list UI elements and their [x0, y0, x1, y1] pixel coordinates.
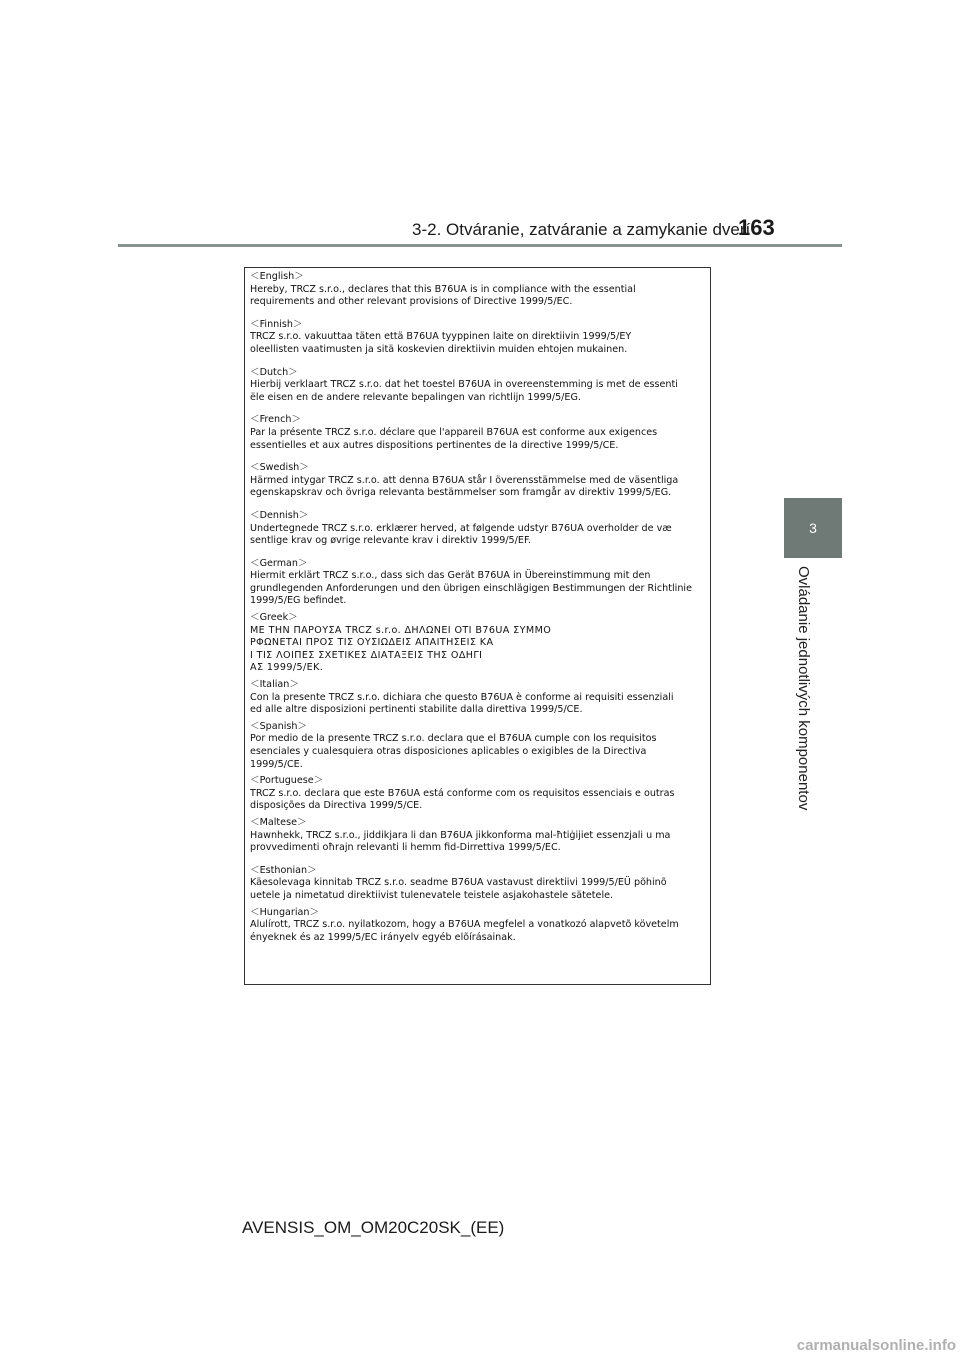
- declaration-label: ＜Maltese＞: [250, 816, 307, 828]
- declaration-text: Por medio de la presente TRCZ s.r.o. declara que el B76UA cumple con los requisitos esenciales y cualesquiera otras disposiciones aplicables o exigibles de la Directiva 1999/5/CE.: [250, 733, 657, 770]
- declaration-finnish: [250, 319, 707, 357]
- declaration-danish: [250, 510, 707, 548]
- declaration-spanish: [250, 721, 707, 771]
- declaration-label: ＜French＞: [250, 414, 302, 426]
- header-rule: [118, 244, 842, 247]
- declaration-label: ＜Finnish＞: [250, 318, 303, 330]
- declaration-text: Härmed intygar TRCZ s.r.o. att denna B76UA står I överensstämmelse med de väsentliga egenskapskrav och övriga relevanta bestämmelser som framgår av direktiv 1999/5/EG.: [250, 474, 679, 499]
- declaration-text: Hawnhekk, TRCZ s.r.o., jiddikjara li dan B76UA jikkonforma mal-ħtiġijiet essenzjali u ma provvedimenti oħrajn relevanti li hemm fid-Dirrettiva 1999/5/EC.: [250, 829, 671, 854]
- declaration-text: Undertegnede TRCZ s.r.o. erklærer herved, at følgende udstyr B76UA overholder de væ sentlige krav og øvrige relevante krav i direktiv 1999/5/EF.: [250, 522, 672, 547]
- declaration-label: ＜Portuguese＞: [250, 775, 324, 787]
- chapter-tab: [784, 498, 842, 558]
- declaration-text: TRCZ s.r.o. declara que este B76UA está conforme com os requisitos essenciais e outras disposições da Directiva 1999/5/CE.: [250, 787, 675, 812]
- declaration-portuguese: [250, 775, 707, 813]
- declaration-french: [250, 414, 707, 452]
- header-section-title: 3-2. Otváranie, zatváranie a zamykanie dverí: [412, 220, 751, 239]
- declaration-text: ΜΕ ΤΗΝ ΠΑΡΟΥΣΑ TRCZ s.r.o. ΔΗΛΩΝΕΙ ΟΤΙ B76UA ΣΥΜΜΟ ΡΦΩΝΕΤΑΙ ΠΡΟΣ ΤΙΣ ΟΥΣΙΩΔΕΙΣ ΑΠΑΙΤΗΣΕΙΣ ΚΑ Ι ΤΙΣ ΛΟΙΠΕΣ ΣΧΕΤΙΚΕΣ ΔΙΑΤΑΞΕΙΣ ΤΗΣ ΟΔΗΓΙ ΑΣ 1999/5/EK.: [250, 624, 552, 674]
- declaration-label: ＜Greek＞: [250, 612, 298, 624]
- declaration-text: Hierbij verklaart TRCZ s.r.o. dat het toestel B76UA in overeenstemming is met de essenti ële eisen en de andere relevante bepalingen van richtlijn 1999/5/EG.: [250, 379, 678, 403]
- declaration-text: Alulírott, TRCZ s.r.o. nyilatkozom, hogy a B76UA megfelel a vonatkozó alapvetõ követelm ényeknek és az 1999/5/EC irányelv egyéb elõírásainak.: [250, 919, 679, 943]
- declaration-label: ＜Spanish＞: [250, 720, 308, 732]
- declaration-label: ＜Hungarian＞: [250, 906, 320, 918]
- chapter-number: 3: [809, 520, 817, 536]
- declaration-label: ＜Esthonian＞: [250, 864, 317, 876]
- declaration-label: ＜English＞: [250, 271, 304, 282]
- page-number: 163: [738, 215, 775, 240]
- chapter-strip: [784, 558, 842, 858]
- declaration-english: [250, 271, 707, 309]
- declaration-italian: [250, 679, 707, 717]
- declaration-greek: [250, 612, 707, 675]
- declaration-maltese: [250, 817, 707, 855]
- declaration-hungarian: [250, 907, 707, 945]
- declaration-german: [250, 558, 707, 608]
- declaration-label: ＜Dutch＞: [250, 366, 298, 378]
- declaration-box: [244, 267, 711, 985]
- declaration-dutch: [250, 367, 707, 405]
- footer-document-code: AVENSIS_OM_OM20C20SK_(EE): [242, 1218, 505, 1237]
- declaration-estonian: [250, 865, 707, 903]
- declaration-label: ＜Italian＞: [250, 679, 299, 691]
- chapter-title: Ovládanie jednotlivých komponentov: [795, 566, 812, 811]
- declaration-text: Con la presente TRCZ s.r.o. dichiara che questo B76UA è conforme ai requisiti essenziali ed alle altre disposizioni pertinenti stabilite dalla direttiva 1999/5/CE.: [250, 691, 674, 716]
- watermark: carmanualsonline.info: [796, 1337, 956, 1354]
- declaration-text: Par la présente TRCZ s.r.o. déclare que l'appareil B76UA est conforme aux exigences essentielles et aux autres dispositions pertinentes de la directive 1999/5/CE.: [250, 426, 658, 451]
- declaration-label: ＜Dennish＞: [250, 509, 309, 521]
- declaration-swedish: [250, 462, 707, 500]
- declaration-text: Hiermit erklärt TRCZ s.r.o., dass sich das Gerät B76UA in Übereinstimmung mit den grundlegenden Anforderungen und den übrigen einschlägigen Bestimmungen der Richtlinie 1999/5/EG befindet.: [250, 570, 692, 607]
- declaration-text: Käesolevaga kinnitab TRCZ s.r.o. seadme B76UA vastavust direktiivi 1999/5/EÜ põhinõ uetele ja nimetatud direktiivist tulenevatele teistele asjakohastele sätetele.: [250, 877, 667, 901]
- declaration-text: TRCZ s.r.o. vakuuttaa täten että B76UA tyyppinen laite on direktiivin 1999/5/EY oleellisten vaatimusten ja sitä koskevien direktiivin muiden ehtojen mukainen.: [250, 331, 632, 355]
- declaration-label: ＜Swedish＞: [250, 462, 309, 474]
- declaration-label: ＜German＞: [250, 557, 308, 569]
- declaration-text: Hereby, TRCZ s.r.o., declares that this B76UA is in compliance with the essential requirements and other relevant provisions of Directive 1999/5/EC.: [250, 283, 636, 308]
